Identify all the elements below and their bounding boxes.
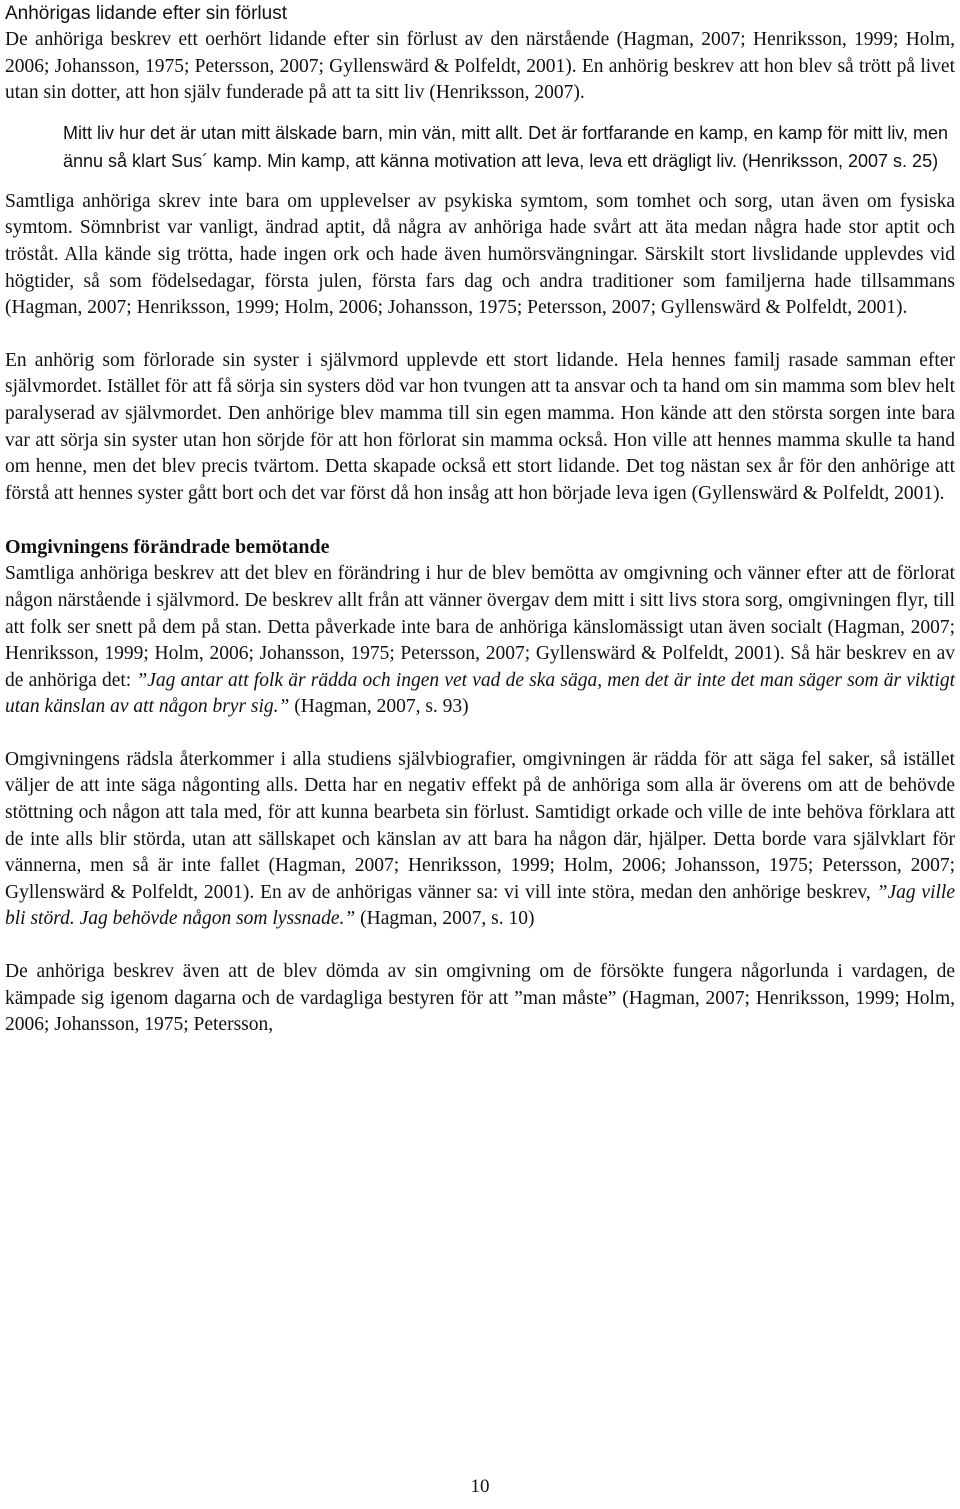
paragraph-5-citation: (Hagman, 2007, s. 10) [355, 908, 535, 930]
paragraph-3: En anhörig som förlorade sin syster i självmord upplevde ett stort lidande. Hela hennes familj rasade samman efter självmordet. Istället för att få sörja sin systers död var hon tvungen att ta ansvar och ta hand om sin mamma som blev helt paralyserad av självmordet. Den anhörige blev mamma till sin egen mamma. Hon kände att den största sorgen inte bara var att sörja sin syster utan hon sörjde för att hon förlorat sin mamma också. Hon ville att hennes mamma skulle ta hand om henne, men det blev precis tvärtom. Detta skapade också ett stort lidande. Det tog nästan sex år för den anhörige att förstå att hennes syster gått bort och det var först då hon insåg att hon började leva igen (Gyllenswärd & Polfeldt, 2001). [5, 349, 955, 504]
paragraph-5-quote: ”Jag ville bli störd. Jag behövde någon som lyssnade.” [5, 881, 955, 930]
paragraph-4-quote: ”Jag antar att folk är rädda och ingen vet vad de ska säga, men det är inte det man säger som är viktigt utan känslan av att någon bryr sig.” [5, 669, 955, 718]
paragraph-4-text: Samtliga anhöriga beskrev att det blev en förändring i hur de blev bemötta av omgivning och vänner efter att de förlorat någon närstående i självmord. De beskrev allt från att vänner övergav dem mitt i sitt livs stora sorg, omgivningen flyr, till att folk ser snett på dem på stan. Detta påverkade inte bara de anhöriga känslomässigt utan även socialt (Hagman, 2007; Henriksson, 1999; Holm, 2006; Johansson, 1975; Petersson, 2007; Gyllenswärd & Polfeldt, 2001). Så här beskrev en av de anhöriga det: [5, 563, 955, 691]
paragraph-2: Samtliga anhöriga skrev inte bara om upplevelser av psykiska symtom, som tomhet och sorg, utan även om fysiska symtom. Sömnbrist var vanligt, ändrad aptit, då några av anhöriga hade svårt att äta medan några hade stor aptit och tröståt. Alla kände sig trötta, hade ingen ork och hade även humörsvängningar. Särskilt stort livslidande upplevdes vid högtider, så som födelsedagar, första julen, första fars dag och andra traditioner som familjerna hade tillsammans (Hagman, 2007; Henriksson, 1999; Holm, 2006; Johansson, 1975; Petersson, 2007; Gyllenswärd & Polfeldt, 2001). [5, 190, 955, 319]
paragraph-4-citation: (Hagman, 2007, s. 93) [289, 696, 469, 718]
paragraph-5-text: Omgivningens rädsla återkommer i alla studiens självbiografier, omgivningen är rädda för att säga fel saker, så istället väljer de att inte säga någonting alls. Detta har en negativ effekt på de anhöriga som alla är överens om att de behövde stöttning och någon att tala med, för att kunna bearbeta sin förlust. Samtidigt orkade och ville de inte behöva förklara att de inte alls blir störda, utan att sällskapet och känslan av att bara ha någon där, hjälper. Detta borde vara självklart för vännerna, men så är inte fallet (Hagman, 2007; Henriksson, 1999; Holm, 2006; Johansson, 1975; Petersson, 2007; Gyllenswärd & Polfeldt, 2001). En av de anhörigas vänner sa: vi vill inte störa, medan den anhörige beskrev, [5, 748, 955, 903]
section-heading: Omgivningens förändrade bemötande [5, 536, 330, 559]
paragraph-5 [5, 747, 955, 933]
block-quote: Mitt liv hur det är utan mitt älskade barn, min vän, mitt allt. Det är fortfarande en kamp, en kamp för mitt liv, men ännu så klart Sus´ kamp. Min kamp, att känna motivation att leva, leva ett drägligt liv. (Henriksson, 2007 s. 25) [63, 122, 949, 171]
document-page [5, 0, 955, 1039]
paragraph-4 [5, 561, 955, 721]
page-number: 10 [470, 1476, 490, 1497]
paragraph-1: De anhöriga beskrev ett oerhört lidande efter sin förlust av den närstående (Hagman, 2007; Henriksson, 1999; Holm, 2006; Johansson, 1975; Petersson, 2007; Gyllenswärd & Polfeldt, 2001). En anhörig beskrev att hon blev så trött på livet utan sin dotter, att hon själv funderade på att ta sitt liv (Henriksson, 2007). [5, 29, 955, 104]
paragraph-6: De anhöriga beskrev även att de blev dömda av sin omgivning om de försökte fungera någorlunda i vardagen, de kämpade sig igenom dagarna och de vardagliga bestyren för att ”man måste” (Hagman, 2007; Henriksson, 1999; Holm, 2006; Johansson, 1975; Petersson, [5, 961, 955, 1036]
subheading-anhorigas-lidande: Anhörigas lidande efter sin förlust [5, 3, 287, 24]
